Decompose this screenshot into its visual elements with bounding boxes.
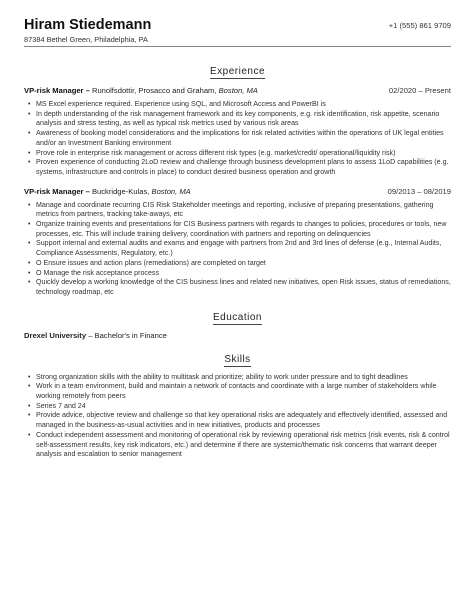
skill-bullet: • Series 7 and 24 xyxy=(36,402,451,412)
job-location: Boston, MA xyxy=(151,186,191,196)
job-bullets xyxy=(24,201,451,298)
experience-heading xyxy=(24,66,451,77)
job-bullet: • Awareness of booking model considerations and the implications for risk related activities within the operations of UK legal entities and/or an Investment Banking environment xyxy=(36,129,451,148)
job-bullet: • Manage and coordinate recurring CIS Risk Stakeholder meetings and reporting, inclusive of preparing presentations, gathering metrics from partners, tracking take-aways, etc xyxy=(36,201,451,220)
job-header xyxy=(24,187,451,198)
resume-page xyxy=(24,0,451,460)
job-bullet: • Quickly develop a working knowledge of the CIS business lines and related new initiatives, open Risk issues, status of remediations, technology roadmap, etc xyxy=(36,278,451,297)
job-role: VP-risk Manager – xyxy=(24,86,90,95)
job-dates: 09/2013 – 08/2019 xyxy=(387,186,451,196)
job-entry xyxy=(24,187,451,298)
job-company: Buckridge-Kulas, xyxy=(91,186,150,196)
education-heading-text: Education xyxy=(213,311,262,323)
candidate-address: 87384 Bethel Green, Philadelphia, PA xyxy=(24,35,148,44)
education-heading xyxy=(24,312,451,323)
skills-heading-text: Skills xyxy=(224,353,251,365)
job-bullet: • Proven experience of conducting 2LoD review and challenge through business development plans to assess 1LoD capabilities (e.g. systems, infrastructure and controls in place) to conduct desired business operation and growth xyxy=(36,158,451,177)
header-divider xyxy=(24,46,451,47)
skill-bullet: • Conduct independent assessment and monitoring of operational risk by reviewing operational risk metrics (risk events, risk & control self-assessment results, key risk indicators, etc.) and determine if there are systemic/thematic risk concerns that warrant deeper analysis and escalation to senior management xyxy=(36,431,451,460)
job-bullet: • MS Excel experience required. Experience using SQL, and Microsoft Access and PowerBI is xyxy=(36,100,451,110)
job-title-line xyxy=(24,187,191,196)
job-bullet: • In depth understanding of the risk management framework and its key components, e.g. risk identification, risk appetite, scenario analysis and stress testing, as well as typical risk metrics used by various risk areas xyxy=(36,110,451,129)
skills-heading xyxy=(24,354,451,365)
job-location: Boston, MA xyxy=(218,86,258,95)
experience-heading-text: Experience xyxy=(209,66,266,77)
job-bullet: • O Manage the risk acceptance process xyxy=(36,269,451,279)
job-role: VP-risk Manager – xyxy=(24,186,90,196)
job-title-line xyxy=(24,86,258,95)
job-bullets xyxy=(24,100,451,178)
skill-bullet: • Strong organization skills with the ability to multitask and prioritize; ability to work under pressure and to tight deadlines xyxy=(36,373,451,383)
job-bullet: • Prove role in enterprise risk management or across different risk types (e.g. market/credit/ operational/liquidity risk) xyxy=(36,149,451,159)
job-bullet: • Organize training events and presentations for CIS Business partners with regards to changes to policies, procedures or tools, new processes, etc. This will include training delivery, coordination with partners and reporting on delinquencies xyxy=(36,220,451,239)
skill-bullet: • Provide advice, objective review and challenge so that key operational risks are adequately and effectively identified, assessed and managed in the business-as-usual activities and in new initiatives, products and processes xyxy=(36,411,451,430)
job-dates: 02/2020 – Present xyxy=(388,86,451,95)
candidate-name: Hiram Stiedemann xyxy=(24,17,152,33)
job-header xyxy=(24,86,451,97)
job-company: Runolfsdottir, Prosacco and Graham, xyxy=(91,86,217,95)
resume-header xyxy=(24,0,451,62)
skill-bullet: • Work in a team environment, build and maintain a network of contacts and coordinate with a large number of stakeholders while working remotely from peers xyxy=(36,382,451,401)
skills-bullets xyxy=(24,373,451,460)
job-bullet: • O Ensure issues and action plans (remediations) are completed on target xyxy=(36,259,451,269)
education-entry xyxy=(24,331,451,340)
job-entry xyxy=(24,86,451,178)
degree: – Bachelor's in Finance xyxy=(88,330,167,340)
candidate-phone: +1 (555) 861 9709 xyxy=(388,21,451,30)
school-name: Drexel University xyxy=(24,330,87,340)
job-bullet: • Support internal and external audits and exams and engage with partners from 2nd and 3rd lines of defense (e.g., Internal Audits, Compliance Assessments, Regulatory, etc.) xyxy=(36,239,451,258)
